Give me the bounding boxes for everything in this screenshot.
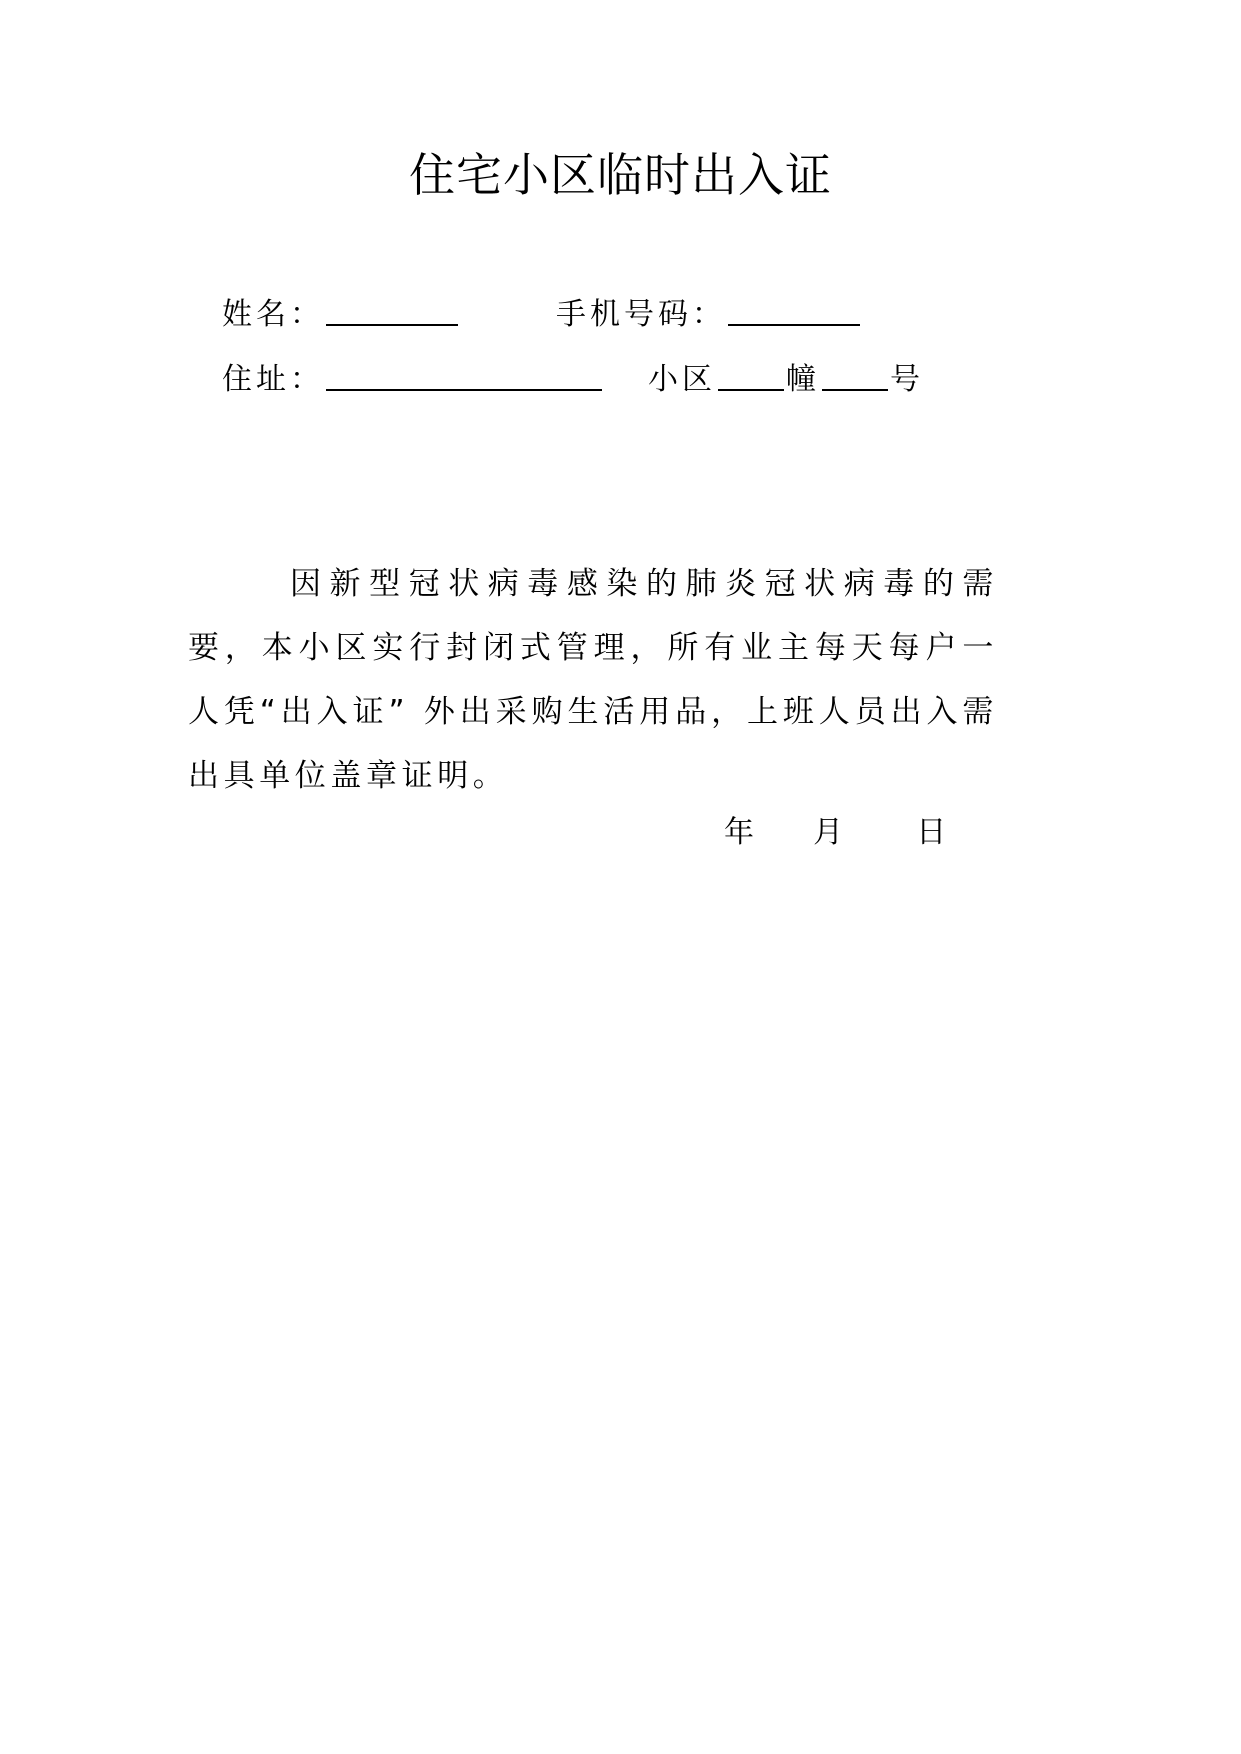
address-blank[interactable]: [326, 363, 602, 391]
community-blank[interactable]: [718, 363, 784, 391]
date-line: [724, 815, 947, 850]
date-month-label: 月: [813, 815, 844, 850]
name-field-row: [222, 298, 460, 330]
date-day-label: 日: [916, 815, 947, 850]
building-blank[interactable]: [822, 363, 888, 391]
phone-blank[interactable]: [728, 298, 860, 326]
notice-paragraph: 因新型冠状病毒感染的肺炎冠状病毒的需要，本小区实行封闭式管理，所有业主每天每户一人凭“出入证” 外出采购生活用品，上班人员出入需出具单位盖章证明。: [188, 566, 998, 794]
name-blank[interactable]: [326, 298, 458, 326]
address-label: 住址：: [222, 362, 324, 397]
name-label: 姓名：: [222, 297, 324, 332]
phone-field-row: [556, 298, 862, 330]
unit-label: 号: [890, 362, 924, 397]
community-label: 小区: [648, 362, 716, 397]
address-field-row: [222, 363, 604, 395]
phone-label: 手机号码：: [556, 297, 726, 332]
community-field-row: [648, 363, 924, 395]
building-label: 幢: [786, 362, 820, 397]
document-title: 住宅小区临时出入证: [409, 148, 832, 202]
date-year-label: 年: [724, 815, 754, 850]
